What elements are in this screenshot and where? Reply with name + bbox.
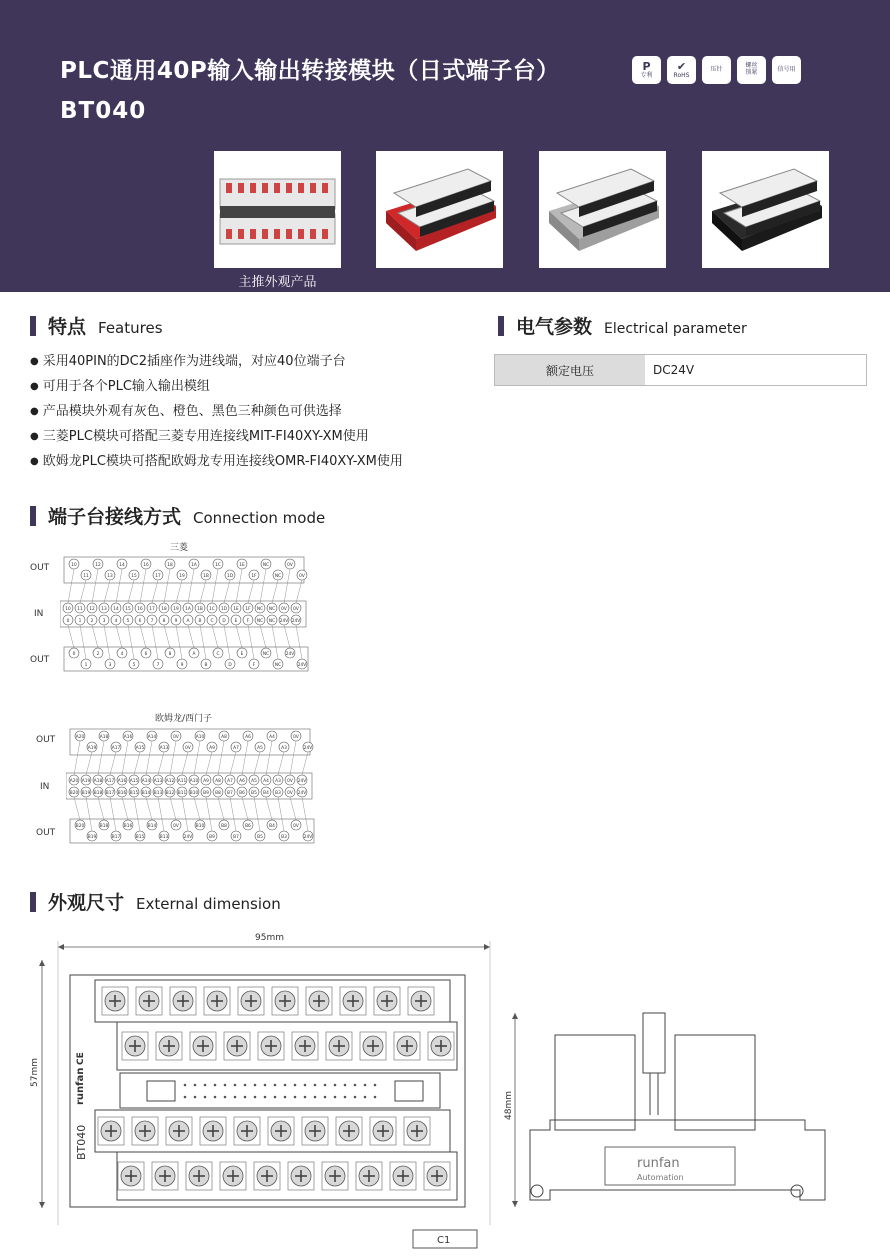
- terminal-label: A9: [209, 746, 215, 751]
- signal-icon: 信号用: [772, 56, 801, 84]
- param-key: 额定电压: [495, 355, 645, 385]
- feature-item: ● 三菱PLC模块可搭配三菱专用连接线MIT-FI40XY-XM使用: [30, 425, 403, 450]
- terminal-label: C: [216, 652, 220, 657]
- terminal-label: A20: [69, 779, 79, 784]
- rohs-icon: ✔ RoHS: [667, 56, 696, 84]
- patent-icon: P 专利: [632, 56, 661, 84]
- terminal-label: 17: [155, 574, 161, 579]
- terminal-label: 0V: [287, 563, 293, 568]
- terminal-label: A3: [275, 779, 281, 784]
- terminal-label: B19: [81, 791, 91, 796]
- terminal-label: 9: [180, 663, 184, 668]
- terminal-label: E: [240, 652, 244, 657]
- model-mark: BT040: [75, 1124, 88, 1160]
- terminal-label: E: [234, 619, 238, 624]
- param-value: DC24V: [653, 363, 695, 377]
- terminal-label: F: [246, 619, 250, 624]
- features-heading: 特点 Features: [30, 312, 163, 339]
- terminal-label: 11: [77, 607, 83, 612]
- row-label-out: OUT: [36, 735, 56, 745]
- row-label-out: OUT: [30, 563, 50, 573]
- dimension-drawing: [25, 925, 870, 1255]
- terminal-label: B4: [263, 791, 269, 796]
- terminal-label: NC: [262, 563, 270, 568]
- terminal-label: A15: [135, 746, 145, 751]
- feature-item: ● 欧姆龙PLC模块可搭配欧姆龙专用连接线OMR-FI40XY-XM使用: [30, 450, 403, 475]
- terminal-label: 16: [137, 607, 143, 612]
- terminal-label: 0V: [185, 746, 191, 751]
- terminal-label: A4: [263, 779, 269, 784]
- dimension-heading: 外观尺寸 External dimension: [30, 888, 281, 915]
- terminal-label: 0V: [299, 574, 305, 579]
- terminal-label: 13: [101, 607, 107, 612]
- terminal-label: 3: [108, 663, 112, 668]
- terminal-label: 8: [168, 652, 172, 657]
- terminal-label: A14: [147, 735, 157, 740]
- terminal-label: A12: [165, 779, 175, 784]
- terminal-label: 8: [162, 619, 166, 624]
- terminal-label: B: [198, 619, 202, 624]
- terminal-label: B7: [233, 835, 239, 840]
- terminal-label: A9: [203, 779, 209, 784]
- connector-pins: [184, 1084, 377, 1099]
- terminal-label: 6: [144, 652, 148, 657]
- terminal-label: A13: [153, 779, 163, 784]
- terminal-label: 0V: [173, 735, 179, 740]
- terminal-label: A17: [111, 746, 121, 751]
- terminal-label: 12: [95, 563, 101, 568]
- terminal-label: 0: [66, 619, 70, 624]
- terminal-label: A6: [245, 735, 251, 740]
- terminal-label: NC: [274, 574, 282, 579]
- terminal-label: A10: [195, 735, 205, 740]
- terminal-label: A3: [281, 746, 287, 751]
- row-label-out: OUT: [36, 828, 56, 838]
- terminal-label: 1: [84, 663, 88, 668]
- terminal-label: B8: [215, 791, 221, 796]
- terminal-label: 14: [113, 607, 119, 612]
- header-banner: [0, 0, 890, 292]
- row-label-in: IN: [34, 609, 44, 619]
- terminal-label: 6: [138, 619, 142, 624]
- terminal-label: 16: [143, 563, 149, 568]
- side-brand-sub: Automation: [637, 1173, 684, 1182]
- terminal-label: A8: [215, 779, 221, 784]
- terminal-label: A: [192, 652, 196, 657]
- row-label-out: OUT: [30, 655, 50, 665]
- wiring-diagram-omron: [66, 727, 316, 845]
- terminal-label: NC: [268, 607, 276, 612]
- terminal-label: B17: [105, 791, 115, 796]
- terminal-label: B15: [135, 835, 145, 840]
- terminal-label: B9: [203, 791, 209, 796]
- terminal-label: 0V: [287, 779, 293, 784]
- heading-bar: [30, 506, 36, 526]
- terminal-label: D: [228, 663, 232, 668]
- terminal-label: 7: [150, 619, 154, 624]
- terminal-label: 10: [71, 563, 77, 568]
- feature-item: ● 产品模块外观有灰色、橙色、黑色三种颜色可供选择: [30, 400, 403, 425]
- terminal-label: 19: [179, 574, 185, 579]
- terminal-label: B20: [69, 791, 79, 796]
- terminal-label: B8: [221, 824, 227, 829]
- terminal-screws: [98, 987, 454, 1190]
- terminal-label: 10: [65, 607, 71, 612]
- terminal-label: 3: [102, 619, 106, 624]
- terminal-label: D: [222, 619, 226, 624]
- terminal-label: 2: [96, 652, 100, 657]
- terminal-label: 9: [174, 619, 178, 624]
- terminal-label: 1C: [209, 607, 215, 612]
- terminal-label: B7: [227, 791, 233, 796]
- terminal-label: 24V: [183, 835, 193, 840]
- terminal-label: A18: [99, 735, 109, 740]
- terminal-label: A19: [81, 779, 91, 784]
- terminal-label: 1A: [185, 607, 191, 612]
- electrical-heading: 电气参数 Electrical parameter: [498, 312, 747, 339]
- terminal-label: B18: [99, 824, 109, 829]
- product-photo-black: [702, 151, 829, 268]
- terminal-label: 1D: [220, 607, 228, 612]
- terminal-label: B17: [111, 835, 121, 840]
- terminal-label: 1F: [245, 607, 251, 612]
- terminal-label: B12: [165, 791, 175, 796]
- terminal-label: 7: [156, 663, 160, 668]
- terminal-label: 11: [83, 574, 89, 579]
- terminal-label: A6: [239, 779, 245, 784]
- product-model: BT040: [60, 98, 147, 124]
- terminal-label: C: [210, 619, 214, 624]
- feature-item: ● 可用于各个PLC输入输出模组: [30, 375, 403, 400]
- terminal-label: A15: [129, 779, 139, 784]
- terminal-label: B6: [245, 824, 251, 829]
- product-photo-grey: [539, 151, 666, 268]
- terminal-label: B13: [159, 835, 169, 840]
- terminal-label: B3: [275, 791, 281, 796]
- feature-item: ● 采用40PIN的DC2插座作为进线端，对应40位端子台: [30, 350, 403, 375]
- terminal-label: 4: [120, 652, 124, 657]
- terminal-label: 1E: [239, 563, 245, 568]
- terminal-label: B13: [153, 791, 163, 796]
- diagram1-title: 三菱: [170, 543, 189, 553]
- terminal-label: 1C: [215, 563, 221, 568]
- heading-bar: [30, 316, 36, 336]
- side-height-label: 48mm: [504, 1091, 514, 1120]
- terminal-label: A10: [189, 779, 199, 784]
- width-label: 95mm: [255, 933, 284, 943]
- terminal-label: A5: [257, 746, 263, 751]
- terminal-label: B10: [189, 791, 199, 796]
- terminal-label: A14: [141, 779, 151, 784]
- terminal-label: A4: [269, 735, 275, 740]
- diagram2-title: 欧姆龙/西门子: [155, 714, 213, 724]
- product-title: PLC通用40P输入输出转接模块（日式端子台）: [60, 58, 560, 84]
- terminal-label: B15: [129, 791, 139, 796]
- terminal-label: B11: [177, 791, 187, 796]
- terminal-label: 13: [107, 574, 113, 579]
- ce-mark: CE: [76, 1052, 86, 1065]
- terminal-label: A17: [105, 779, 115, 784]
- terminal-label: 17: [149, 607, 155, 612]
- terminal-label: B16: [117, 791, 127, 796]
- terminal-label: A5: [251, 779, 257, 784]
- terminal-label: 15: [131, 574, 137, 579]
- badge-row: [632, 56, 801, 84]
- heading-bar: [30, 892, 36, 912]
- terminal-label: A19: [87, 746, 97, 751]
- height-label: 57mm: [30, 1058, 40, 1087]
- terminal-label: B19: [87, 835, 97, 840]
- terminal-label: 1B: [203, 574, 209, 579]
- terminal-label: 1A: [191, 563, 197, 568]
- terminal-label: 1: [78, 619, 82, 624]
- terminal-label: 1F: [251, 574, 257, 579]
- terminal-label: B3: [281, 835, 287, 840]
- terminal-label: NC: [274, 663, 282, 668]
- page-mark: C1: [437, 1235, 451, 1246]
- terminal-label: 24V: [285, 652, 295, 657]
- terminal-label: 5: [132, 663, 136, 668]
- terminal-label: 12: [89, 607, 95, 612]
- photo-caption: 主推外观产品: [238, 275, 317, 290]
- heading-bar: [498, 316, 504, 336]
- terminal-label: 1D: [226, 574, 234, 579]
- terminal-label: NC: [256, 607, 264, 612]
- terminal-label: 24V: [303, 835, 313, 840]
- terminal-label: 1B: [197, 607, 203, 612]
- terminal-label: 14: [119, 563, 125, 568]
- terminal-label: 18: [167, 563, 173, 568]
- terminal-label: A20: [75, 735, 85, 740]
- terminal-label: B18: [93, 791, 103, 796]
- terminal-label: 4: [114, 619, 118, 624]
- terminal-label: A13: [159, 746, 169, 751]
- side-brand-mark: runfan: [637, 1156, 680, 1171]
- features-list: [30, 350, 403, 475]
- terminal-label: NC: [262, 652, 270, 657]
- screw-lock-icon: 螺丝锁紧: [737, 56, 766, 84]
- terminal-label: B14: [147, 824, 157, 829]
- terminal-label: B4: [269, 824, 275, 829]
- product-photo-orange: [376, 151, 503, 268]
- terminal-label: 24V: [297, 779, 307, 784]
- terminal-label: 2: [90, 619, 94, 624]
- terminal-label: A16: [123, 735, 133, 740]
- wiring-diagram-mitsubishi: [60, 555, 310, 673]
- terminal-label: 0V: [293, 735, 299, 740]
- terminal-label: 0V: [293, 607, 299, 612]
- terminal-label: B: [204, 663, 208, 668]
- terminal-label: A16: [117, 779, 127, 784]
- crimp-pin-icon: 压针: [702, 56, 731, 84]
- terminal-label: 15: [125, 607, 131, 612]
- terminal-label: B20: [75, 824, 85, 829]
- terminal-label: B5: [257, 835, 263, 840]
- terminal-label: B9: [209, 835, 215, 840]
- terminal-label: 24V: [297, 663, 307, 668]
- terminal-label: 0V: [287, 791, 293, 796]
- terminal-label: B5: [251, 791, 257, 796]
- terminal-label: F: [252, 663, 256, 668]
- terminal-label: 24V: [303, 746, 313, 751]
- product-photo-front: [214, 151, 341, 268]
- terminal-label: NC: [256, 619, 264, 624]
- terminal-label: 0V: [173, 824, 179, 829]
- terminal-label: 24V: [297, 791, 307, 796]
- terminal-label: 24V: [291, 619, 301, 624]
- terminal-label: A7: [233, 746, 239, 751]
- terminal-label: A: [186, 619, 190, 624]
- connection-heading: 端子台接线方式 Connection mode: [30, 502, 325, 529]
- terminal-label: B16: [123, 824, 133, 829]
- terminal-label: 0: [72, 652, 76, 657]
- row-label-in: IN: [40, 782, 50, 792]
- terminal-label: NC: [268, 619, 276, 624]
- terminal-label: B14: [141, 791, 151, 796]
- terminal-label: B10: [195, 824, 205, 829]
- terminal-label: A11: [177, 779, 187, 784]
- electrical-table: [494, 354, 867, 386]
- terminal-label: A7: [227, 779, 233, 784]
- terminal-label: 0V: [293, 824, 299, 829]
- terminal-label: 19: [173, 607, 179, 612]
- terminal-label: 1E: [233, 607, 239, 612]
- terminal-label: A18: [93, 779, 103, 784]
- brand-mark: runfan: [75, 1067, 86, 1105]
- terminal-label: B6: [239, 791, 245, 796]
- terminal-label: 5: [126, 619, 130, 624]
- terminal-label: 24V: [279, 619, 289, 624]
- terminal-label: 18: [161, 607, 167, 612]
- terminal-label: A8: [221, 735, 227, 740]
- terminal-label: 0V: [281, 607, 287, 612]
